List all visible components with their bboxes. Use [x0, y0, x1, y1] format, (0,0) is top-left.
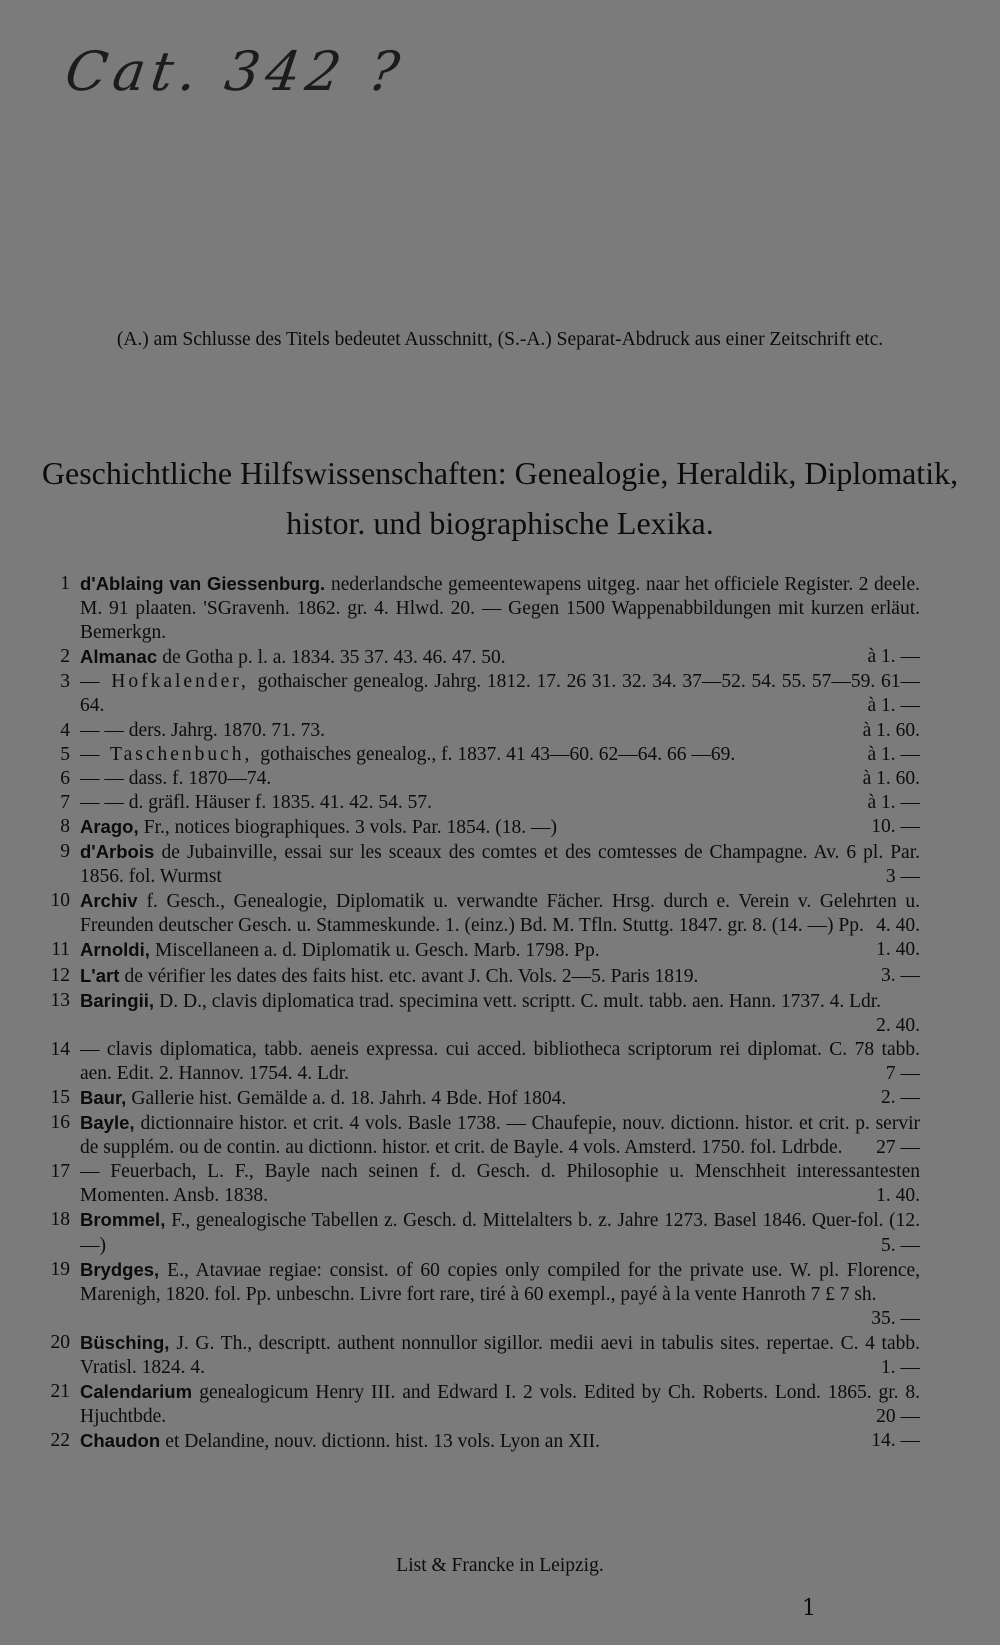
entry-body	[80, 1086, 920, 1111]
page-mark: 1	[802, 1596, 816, 1621]
catalog-entry	[44, 889, 920, 938]
catalog-entry	[44, 719, 920, 743]
entry-body	[80, 964, 920, 989]
entry-headword: Brommel,	[80, 1209, 172, 1231]
entry-price: à 1. —	[867, 791, 920, 813]
catalog-entry	[44, 572, 920, 645]
entry-number: 20	[50, 1331, 70, 1353]
entry-body	[80, 572, 920, 645]
entry-number: 5	[60, 743, 70, 765]
entry-number: 22	[50, 1430, 70, 1452]
entry-text: D. D., clavis diplomatica trad. specimina vett. scriptt. C. mult. tabb. aen. Hann. 1737. 4. Ldr.	[159, 990, 882, 1012]
entry-text: Miscellaneen a. d. Diplomatik u. Gesch. Marb. 1798. Pp.	[155, 940, 600, 962]
entry-body	[80, 645, 920, 670]
catalog-entry	[44, 645, 920, 670]
entry-headword: Büsching,	[80, 1331, 177, 1353]
entry-text: — — dass. f. 1870—74.	[80, 767, 272, 789]
entry-headword: Brydges,	[80, 1258, 168, 1280]
entry-text: f. Gesch., Genealogie, Diplomatik u. verwandte Fächer. Hrsg. durch e. Verein v. Gelehrten u. Freunden deutscher Gesch. u. Stammeskunde. 1. (einz.) Bd. M. Tfln. Stuttg. 1847. gr. 8. (14. —) Pp.	[80, 891, 921, 937]
entry-number: 16	[50, 1112, 70, 1134]
handwritten-catalog-note: Cat. 342 ?	[61, 40, 410, 103]
entry-price: à 1. —	[867, 695, 920, 717]
entry-text: — — ders. Jahrg. 1870. 71. 73.	[80, 719, 325, 741]
catalog-entry	[44, 815, 920, 840]
entry-price: à 1. 60.	[862, 719, 920, 741]
entry-body	[80, 1380, 920, 1429]
entry-body	[80, 670, 920, 718]
entry-price: 10. —	[871, 815, 920, 837]
entry-number: 13	[50, 989, 70, 1011]
catalog-entry	[44, 938, 920, 963]
entry-body	[80, 1331, 920, 1380]
entry-headword: d'Ablaing van Giessenburg.	[80, 573, 331, 594]
entry-number: 14	[50, 1038, 70, 1060]
section-heading: Geschichtliche Hilfswissenschaften: Genealogie, Heraldik, Diplomatik, histor. und biographische Lexika.	[41, 455, 959, 541]
entry-price: à 1. 60.	[862, 767, 920, 789]
entry-number: 21	[50, 1381, 70, 1403]
entry-spaced-title: — Hofkalender,	[80, 671, 258, 693]
entry-headword: Archiv	[80, 890, 147, 912]
entry-body	[80, 1160, 920, 1208]
entry-body	[80, 743, 920, 767]
entry-text: J. G. Th., descriptt. authent nonnullor sigillor. medii aevi in tabulis sites. repertae. C. 4 tabb. Vratisl. 1824. 4.	[80, 1332, 920, 1378]
entry-body	[80, 1111, 920, 1160]
entry-body	[80, 767, 920, 791]
entry-text: Fr., notices biographiques. 3 vols. Par. 1854. (18. —)	[143, 816, 557, 838]
entry-headword: L'art	[80, 964, 125, 986]
entry-number: 19	[50, 1258, 70, 1280]
entry-number: 4	[60, 719, 70, 741]
entry-headword: Calendarium	[80, 1381, 200, 1403]
entry-price: 35. —	[871, 1307, 920, 1329]
abbreviation-note: (A.) am Schlusse des Titels bedeutet Ausschnitt, (S.-A.) Separat-Abdruck aus einer Zeitschrift etc.	[116, 329, 884, 350]
entry-number: 3	[60, 671, 70, 693]
catalog-entry	[44, 1380, 920, 1429]
entry-text: gothaischer genealog. Jahrg. 1812. 17. 26 31. 32. 34. 37—52. 54. 55. 57—59. 61—64.	[80, 671, 921, 717]
catalog-entry	[44, 1086, 920, 1111]
entry-number: 1	[60, 573, 70, 594]
catalog-entry	[44, 1111, 920, 1160]
catalog-entry	[44, 989, 920, 1038]
entry-headword: Baringii,	[80, 989, 160, 1011]
entry-body	[80, 1429, 920, 1454]
entry-text: — — d. gräfl. Häuser f. 1835. 41. 42. 54. 57.	[80, 791, 433, 813]
entry-spaced-title: — Taschenbuch,	[80, 743, 261, 765]
entry-number: 8	[60, 815, 70, 837]
entry-body	[80, 1208, 920, 1257]
catalog-entry	[44, 1258, 920, 1331]
entry-number: 15	[50, 1086, 70, 1108]
entry-price: 5. —	[881, 1234, 920, 1256]
entry-price: 3 —	[885, 866, 920, 888]
entry-number: 6	[60, 767, 70, 789]
entry-number: 10	[50, 890, 70, 912]
entry-body	[80, 989, 920, 1038]
entry-text: dictionnaire histor. et crit. 4 vols. Basle 1738. — Chaufepie, nouv. dictionn. histor. et crit. p. servir de supplém. ou de contin. au dictionn. histor. et crit. de Bayle. 4 vols. Amsterd. 1750. fol. Ldrbde.	[80, 1113, 920, 1159]
entry-price: 4. 40.	[876, 915, 920, 937]
entry-price: 27 —	[876, 1137, 920, 1159]
publisher-footer: List & Francke in Leipzig.	[396, 1555, 604, 1576]
entry-body	[80, 815, 920, 840]
entry-number: 11	[51, 939, 70, 961]
catalog-entry	[44, 964, 920, 989]
entry-body	[80, 791, 920, 815]
catalog-list	[44, 572, 920, 1454]
entry-price: 20 —	[876, 1406, 920, 1428]
entry-price: 2. 40.	[876, 1014, 920, 1036]
entry-text: — Feuerbach, L. F., Bayle nach seinen f. d. Gesch. d. Philosophie u. Menschheit interessantesten Momenten. Ansb. 1838.	[80, 1161, 920, 1207]
entry-price: à 1. —	[867, 743, 920, 765]
entry-body	[80, 889, 920, 938]
entry-headword: Almanac	[80, 646, 163, 668]
entry-text: F., genealogische Tabellen z. Gesch. d. Mittelalters b. z. Jahre 1273. Basel 1846. Quer-fol. (12. —)	[80, 1210, 920, 1256]
entry-price: 1. —	[881, 1357, 920, 1378]
entry-headword: d'Arbois	[80, 841, 162, 863]
entry-headword: Chaudon	[80, 1430, 166, 1452]
entry-number: 2	[60, 646, 70, 668]
entry-price: 7 —	[885, 1062, 920, 1084]
entry-number: 7	[60, 791, 70, 813]
entry-body	[80, 719, 920, 743]
catalog-entry	[44, 840, 920, 889]
entry-price: 14. —	[871, 1430, 920, 1452]
catalog-entry	[44, 1331, 920, 1380]
entry-price: 2. —	[881, 1086, 920, 1108]
entry-text: — clavis diplomatica, tabb. aeneis expressa. cui acced. bibliotheca scriptorum rei diplomat. C. 78 tabb. aen. Edit. 2. Hannov. 1754. 4. Ldr.	[80, 1038, 920, 1084]
entry-body	[80, 1258, 920, 1331]
catalog-entry	[44, 1208, 920, 1257]
entry-body	[80, 1038, 920, 1086]
entry-headword: Baur,	[80, 1086, 132, 1108]
entry-body	[80, 840, 920, 889]
entry-text: gothaisches genealog., f. 1837. 41 43—60. 62—64. 66 —69.	[260, 743, 736, 765]
catalog-entry	[44, 1038, 920, 1086]
entry-body	[80, 938, 920, 963]
entry-price: 1. 40.	[876, 1185, 920, 1207]
entry-price: à 1. —	[867, 646, 920, 668]
entry-text: genealogicum Henry III. and Edward I. 2 vols. Edited by Ch. Roberts. Lond. 1865. gr. 8. Hjuchtbde.	[80, 1382, 920, 1428]
catalog-entry	[44, 1429, 920, 1454]
entry-number: 18	[50, 1209, 70, 1231]
entry-text: nederlandsche gemeentewapens uitgeg. naar het officiele Register. 2 deele. M. 91 plaaten. 'SGravenh. 1862. gr. 4. Hlwd. 20. — Gegen 1500 Wappenabbildungen mit kurzen erläut. Bemerkgn.	[80, 574, 920, 644]
catalog-entry	[44, 1160, 920, 1208]
entry-text: de Gotha p. l. a. 1834. 35 37. 43. 46. 47. 50.	[162, 647, 506, 669]
catalog-entry	[44, 670, 920, 718]
entry-headword: Arago,	[80, 815, 144, 837]
entry-number: 12	[50, 964, 70, 986]
entry-price: 3. —	[881, 964, 920, 986]
entry-number: 17	[50, 1161, 70, 1183]
entry-headword: Arnoldi,	[80, 939, 156, 961]
entry-text: Gallerie hist. Gemälde a. d. 18. Jahrh. 4 Bde. Hof 1804.	[131, 1087, 567, 1109]
entry-text: et Delandine, nouv. dictionn. hist. 13 vols. Lyon an XII.	[165, 1431, 601, 1453]
catalog-entry	[44, 767, 920, 791]
catalog-entry	[44, 791, 920, 815]
entry-price: 1. 40.	[876, 939, 920, 961]
entry-text: de vérifier les dates des faits hist. etc. avant J. Ch. Vols. 2—5. Paris 1819.	[124, 965, 699, 987]
catalog-entry	[44, 743, 920, 767]
entry-number: 9	[60, 841, 70, 863]
entry-text: de Jubainville, essai sur les sceaux des comtes et des comtesses de Champagne. Av. 6 pl. Par. 1856. fol. Wurmst	[80, 842, 920, 888]
entry-headword: Bayle,	[80, 1112, 141, 1134]
entry-text: E., Atavиae regiae: consist. of 60 copies only compiled for the private use. W. pl. Florence, Marenigh, 1820. fol. Pp. unbeschn. Livre fort rare, tiré à 60 exempl., payé à la vente Hanroth 7 £ 7 sh.	[80, 1259, 920, 1305]
